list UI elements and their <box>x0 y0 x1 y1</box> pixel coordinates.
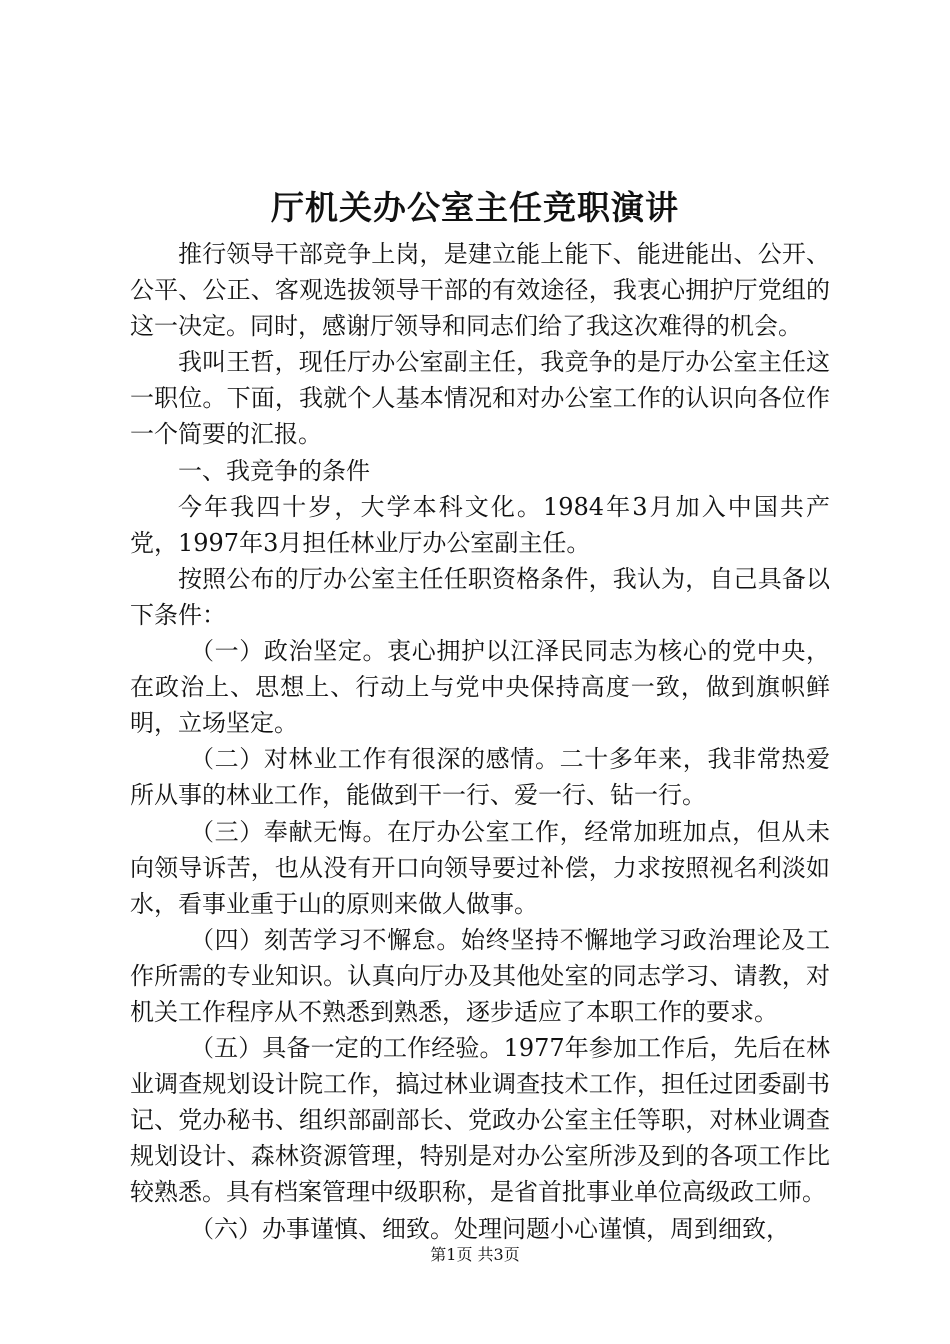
paragraph-item-4: （四）刻苦学习不懈怠。始终坚持不懈地学习政治理论及工作所需的专业知识。认真向厅办及其他处室的同志学习、请教，对机关工作程序从不熟悉到熟悉，逐步适应了本职工作的要求。 <box>130 925 830 1026</box>
document-body <box>130 236 830 1247</box>
paragraph-item-2: （二）对林业工作有很深的感情。二十多年来，我非常热爱所从事的林业工作，能做到干一行、爱一行、钻一行。 <box>130 745 830 810</box>
paragraph-intro: 推行领导干部竞争上岗，是建立能上能下、能进能出、公开、公平、公正、客观选拔领导干部的有效途径，我衷心拥护厅党组的这一决定。同时，感谢厅领导和同志们给了我这次难得的机会。 <box>130 240 830 341</box>
page-number-footer: 第1页 共3页 <box>430 1245 520 1264</box>
paragraph-qualifications-intro: 按照公布的厅办公室主任任职资格条件，我认为，自己具备以下条件： <box>130 564 830 629</box>
paragraph-item-5: （五）具备一定的工作经验。1977年参加工作后，先后在林业调查规划设计院工作，搞过林业调查技术工作，担任过团委副书记、党办秘书、组织部副部长、党政办公室主任等职，对林业调查规划设计、森林资源管理，特别是对办公室所涉及到的各项工作比较熟悉。具有档案管理中级职称，是省首批事业单位高级政工师。 <box>130 1034 830 1207</box>
paragraph-item-3: （三）奉献无悔。在厅办公室工作，经常加班加点，但从未向领导诉苦，也从没有开口向领导要过补偿，力求按照视名利淡如水，看事业重于山的原则来做人做事。 <box>130 817 830 918</box>
paragraph-background: 今年我四十岁，大学本科文化。1984年3月加入中国共产党，1997年3月担任林业厅办公室副主任。 <box>130 492 830 557</box>
paragraph-item-6: （六）办事谨慎、细致。处理问题小心谨慎，周到细致， <box>190 1214 790 1243</box>
paragraph-item-1: （一）政治坚定。衷心拥护以江泽民同志为核心的党中央，在政治上、思想上、行动上与党中央保持高度一致，做到旗帜鲜明，立场坚定。 <box>130 637 830 738</box>
document-title: 厅机关办公室主任竞职演讲 <box>271 188 679 227</box>
paragraph-self-introduction: 我叫王哲，现任厅办公室副主任，我竞争的是厅办公室主任这一职位。下面，我就个人基本情况和对办公室工作的认识向各位作一个简要的汇报。 <box>130 348 830 449</box>
section-heading-conditions: 一、我竞争的条件 <box>178 456 370 485</box>
